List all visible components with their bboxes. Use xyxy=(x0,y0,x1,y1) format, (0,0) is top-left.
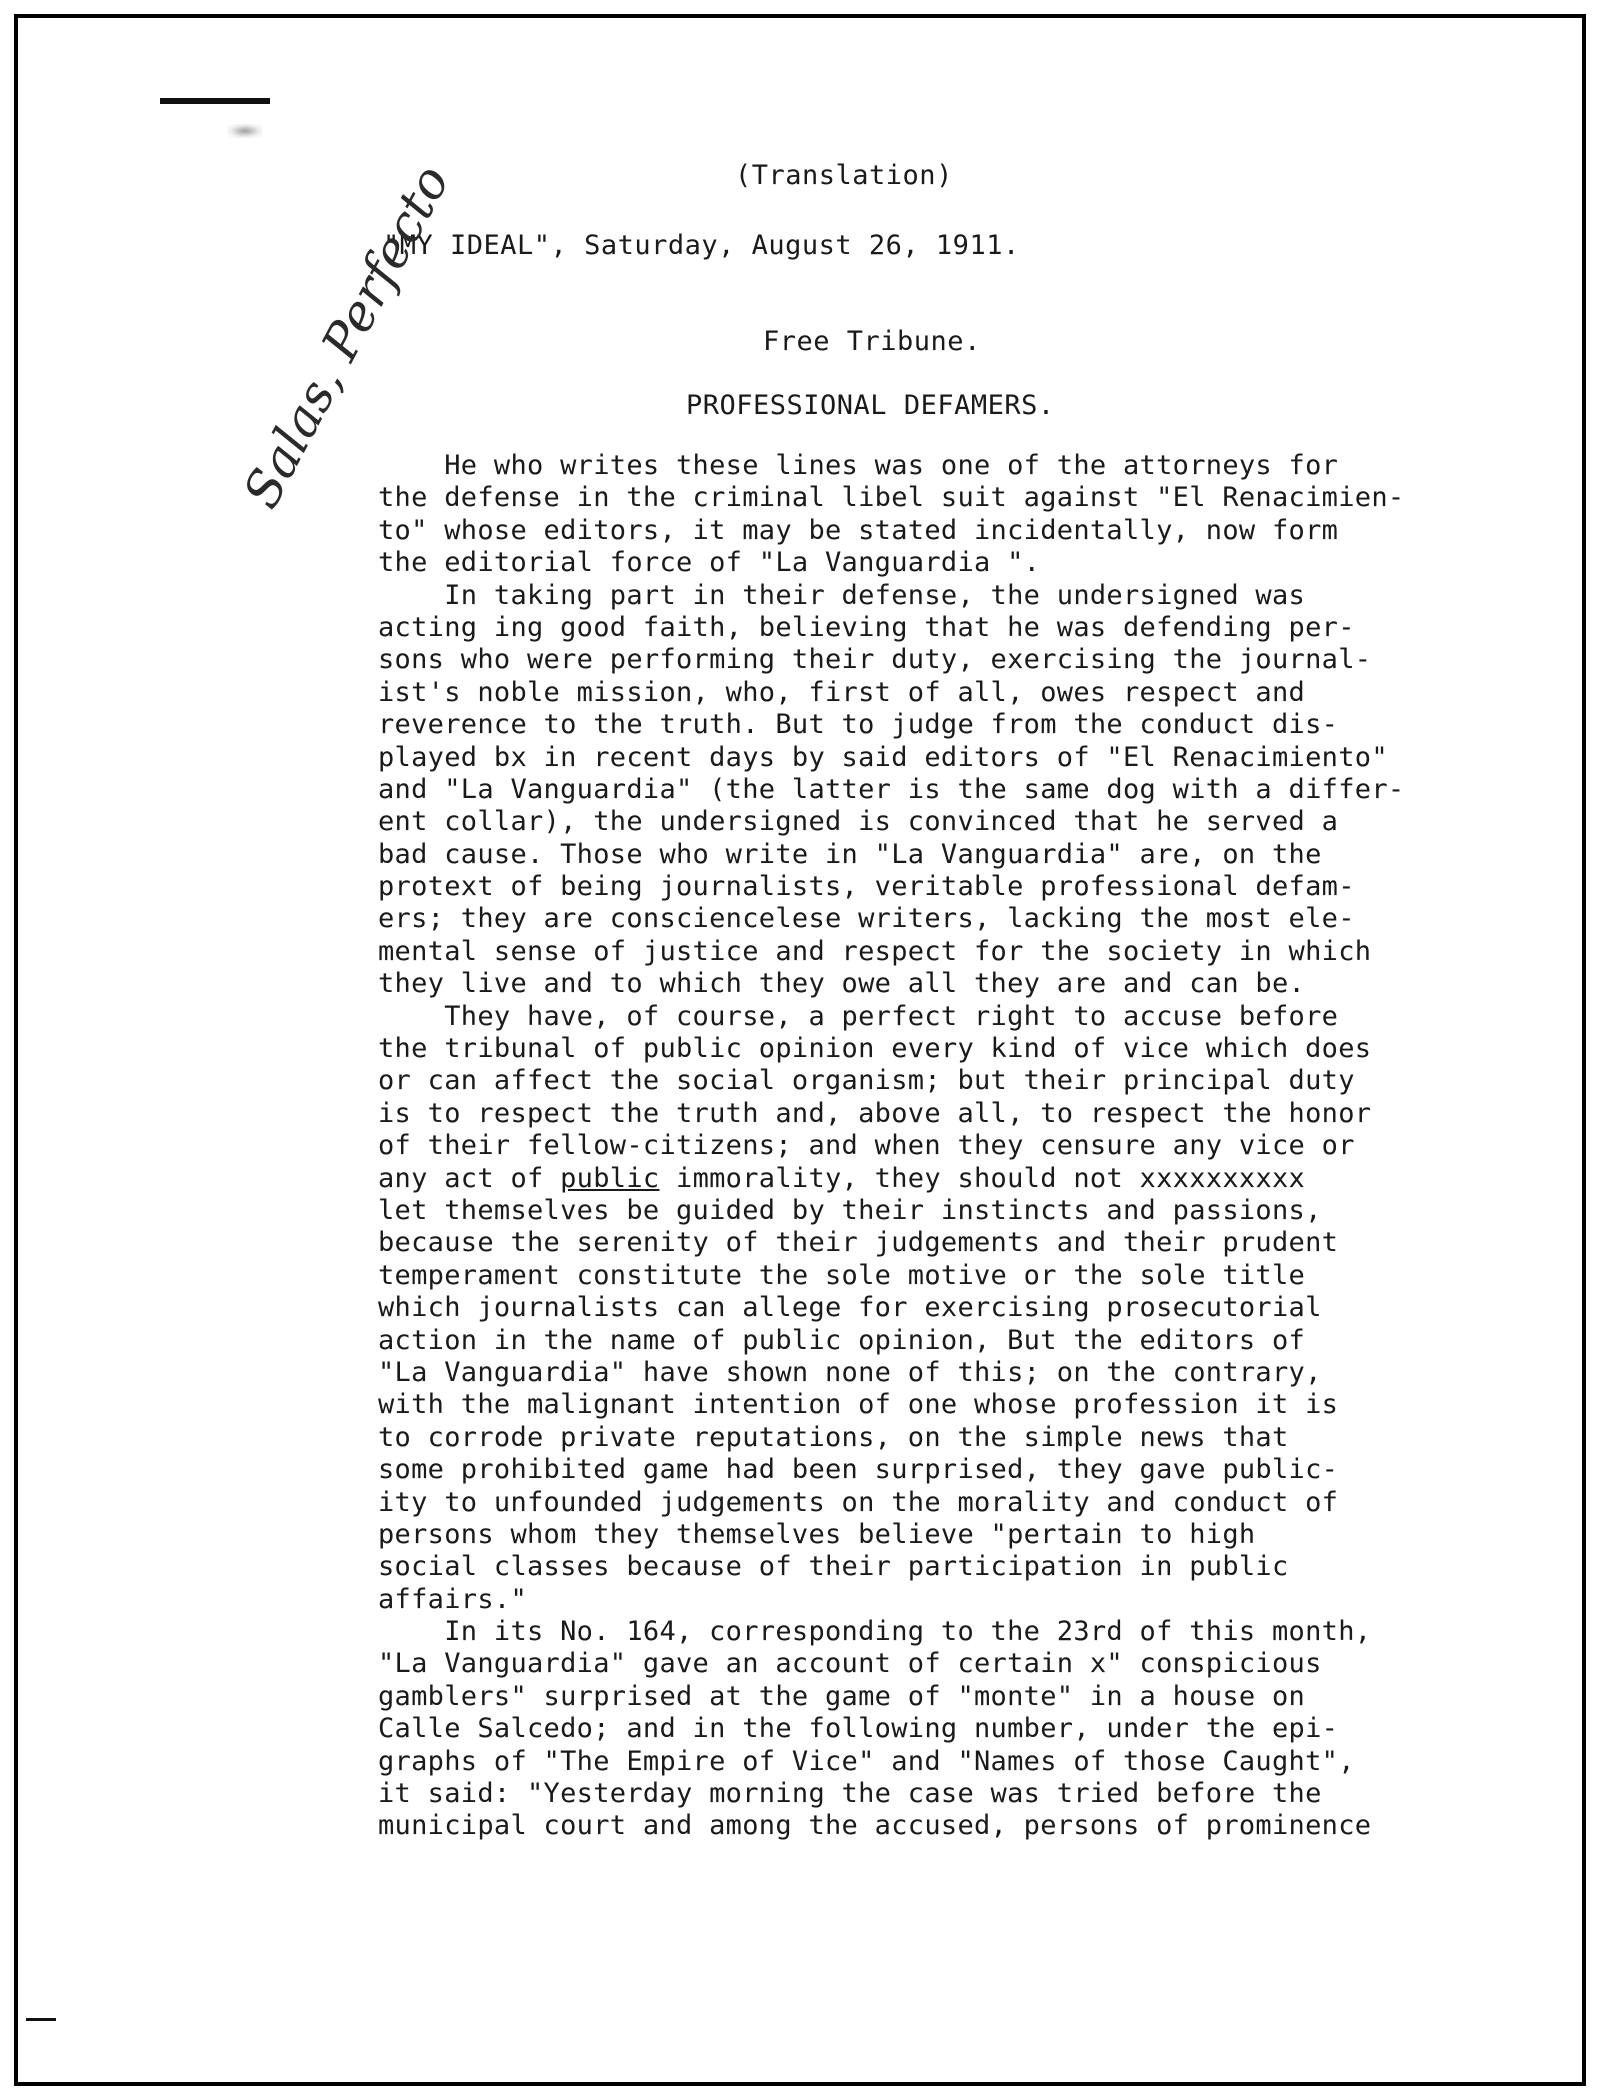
body-line: protext of being journalists, veritable professional defam- xyxy=(378,871,1355,903)
body-line: gamblers" surprised at the game of "monte" in a house on xyxy=(378,1680,1306,1712)
body-line: because the serenity of their judgements and their prudent xyxy=(378,1227,1339,1259)
body-line: played bx in recent days by said editors of "El Renacimiento" xyxy=(378,741,1388,773)
body-line: the tribunal of public opinion every kind of vice which does xyxy=(378,1033,1372,1065)
body-line: In its No. 164, corresponding to the 23rd of this month, xyxy=(378,1616,1372,1648)
body-line: bad cause. Those who write in "La Vanguardia" are, on the xyxy=(378,838,1322,870)
section-title: Free Tribune. xyxy=(763,326,981,357)
body-line: In taking part in their defense, the undersigned was xyxy=(378,579,1306,611)
body-line: graphs of "The Empire of Vice" and "Names of those Caught", xyxy=(378,1745,1355,1777)
body-line: reverence to the truth. But to judge from the conduct dis- xyxy=(378,709,1339,741)
body-line: affairs." xyxy=(378,1583,527,1615)
body-line: Calle Salcedo; and in the following number, under the epi- xyxy=(378,1713,1339,1745)
body-line: sons who were performing their duty, exercising the journal- xyxy=(378,644,1372,676)
body-line: They have, of course, a perfect right to accuse before xyxy=(378,1000,1339,1032)
translation-label: (Translation) xyxy=(735,160,953,191)
body-line: some prohibited game had been surprised, they gave public- xyxy=(378,1454,1339,1486)
body-line: or can affect the social organism; but their principal duty xyxy=(378,1065,1355,1097)
body-line: persons whom they themselves believe "pertain to high xyxy=(378,1518,1256,1550)
body-line: ist's noble mission, who, first of all, owes respect and xyxy=(378,676,1306,708)
body-line: to corrode private reputations, on the simple news that xyxy=(378,1421,1289,1453)
body-line-start: any act of xyxy=(378,1162,561,1194)
body-line: "La Vanguardia" have shown none of this; on the contrary, xyxy=(378,1356,1322,1388)
body-line: mental sense of justice and respect for the society in which xyxy=(378,935,1372,967)
body-line: the editorial force of "La Vanguardia ". xyxy=(378,547,1041,579)
body-line: is to respect the truth and, above all, to respect the honor xyxy=(378,1097,1372,1129)
underlined-word: public xyxy=(560,1162,660,1194)
body-line: which journalists can allege for exercising prosecutorial xyxy=(378,1292,1322,1324)
body-line: "La Vanguardia" gave an account of certain x" conspicious xyxy=(378,1648,1322,1680)
body-line: to" whose editors, it may be stated incidentally, now form xyxy=(378,514,1339,546)
body-line: and "La Vanguardia" (the latter is the same dog with a differ- xyxy=(378,773,1405,805)
body-line: ity to unfounded judgements on the morality and conduct of xyxy=(378,1486,1339,1518)
body-line: ent collar), the undersigned is convinced that he served a xyxy=(378,806,1339,838)
handwritten-margin-note: Salas, Perfecto xyxy=(232,155,461,518)
newspaper-title: "MY IDEAL", Saturday, August 26, 1911. xyxy=(383,230,1020,261)
body-line-end: immorality, they should not xxxxxxxxxx xyxy=(659,1162,1306,1194)
top-mark xyxy=(160,98,270,104)
body-line: temperament constitute the sole motive or the sole title xyxy=(378,1259,1306,1291)
body-line: they live and to which they owe all they are and can be. xyxy=(378,968,1306,1000)
body-line: it said: "Yesterday morning the case was tried before the xyxy=(378,1778,1322,1810)
body-line: municipal court and among the accused, persons of prominence xyxy=(378,1810,1372,1842)
body-line: acting ing good faith, believing that he was defending per- xyxy=(378,611,1355,643)
body-line: social classes because of their participation in public xyxy=(378,1551,1289,1583)
ink-smudge xyxy=(228,124,262,138)
body-line: He who writes these lines was one of the attorneys for xyxy=(378,450,1339,481)
article-headline: PROFESSIONAL DEFAMERS. xyxy=(686,390,1055,421)
body-line: the defense in the criminal libel suit against "El Renacimien- xyxy=(378,482,1405,514)
article-body xyxy=(378,450,1405,1843)
document-page xyxy=(20,20,1580,2080)
body-line: ers; they are consciencelese writers, lacking the most ele- xyxy=(378,903,1355,935)
bottom-mark xyxy=(26,2018,56,2021)
body-line: let themselves be guided by their instincts and passions, xyxy=(378,1194,1322,1226)
body-line: with the malignant intention of one whose profession it is xyxy=(378,1389,1339,1421)
body-line xyxy=(378,1163,1388,1195)
body-line: action in the name of public opinion, But the editors of xyxy=(378,1324,1306,1356)
body-line: of their fellow-citizens; and when they censure any vice or xyxy=(378,1130,1355,1162)
